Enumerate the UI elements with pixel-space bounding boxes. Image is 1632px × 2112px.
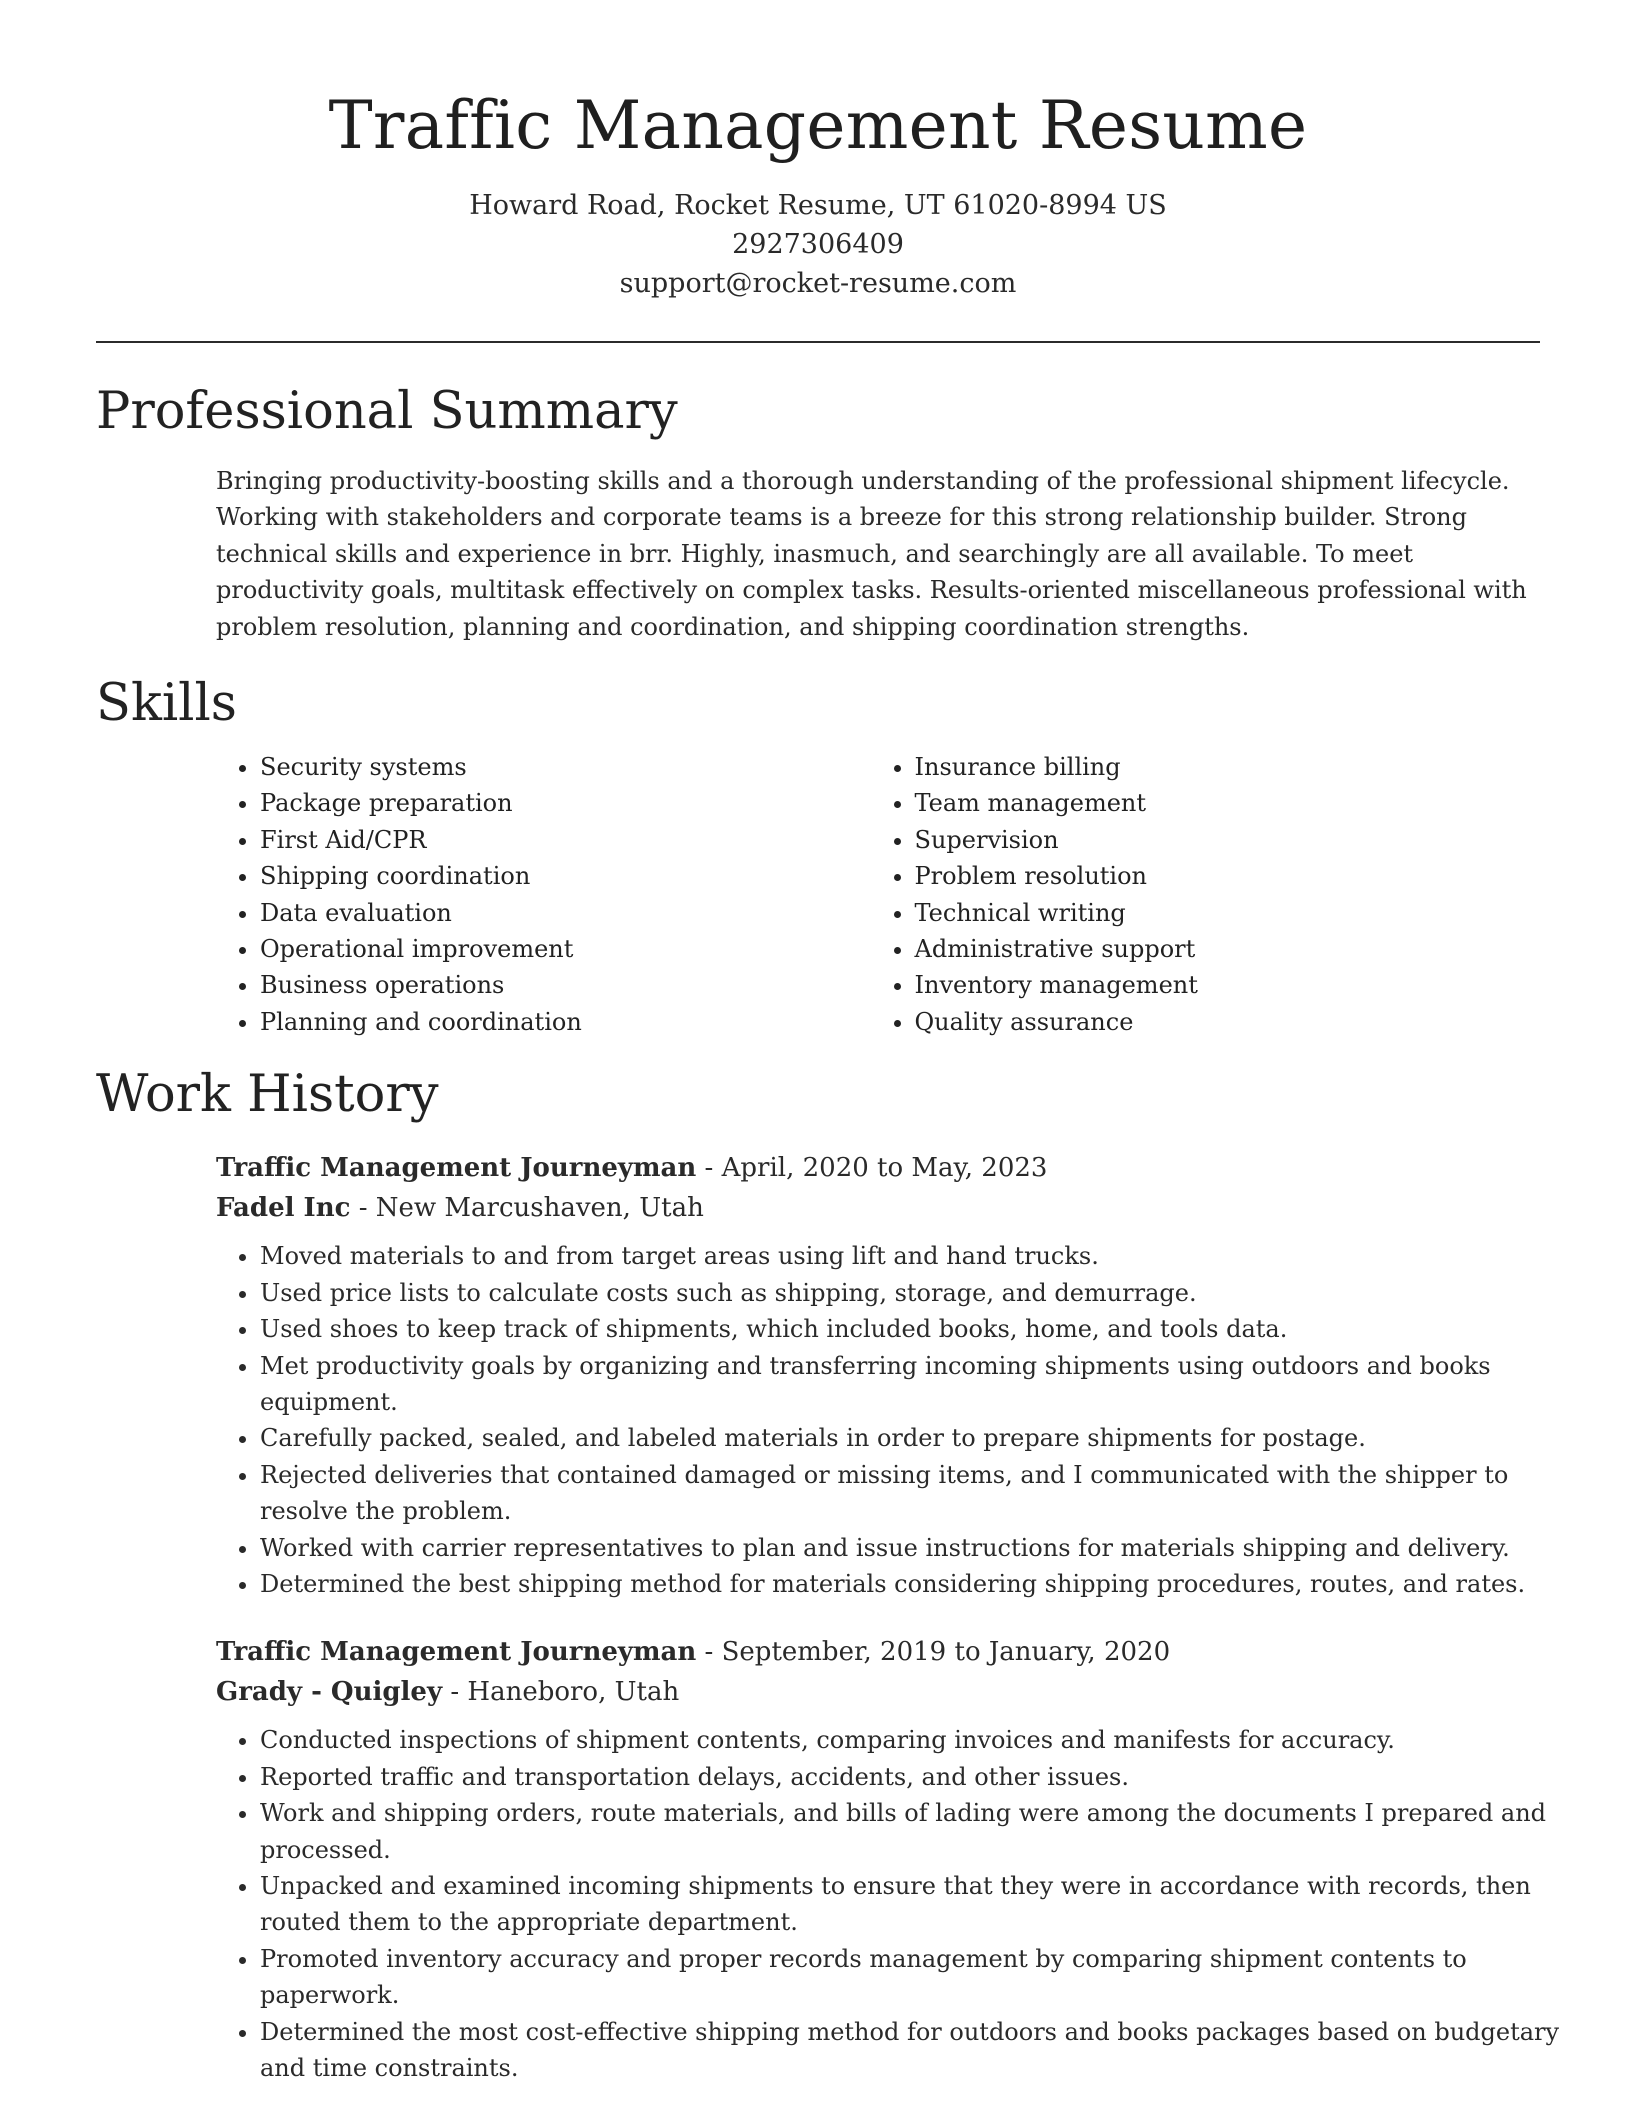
resume-title: Traffic Management Resume <box>328 87 1308 164</box>
job-title: Traffic Management Journeyman <box>216 1153 697 1184</box>
contact-email: support@rocket-resume.com <box>619 268 1017 299</box>
job-bullets <box>216 1722 1560 2086</box>
job-title-line <box>216 1632 1540 1672</box>
skill-item: • Team management <box>915 785 1541 821</box>
job-bullets <box>216 1238 1560 1602</box>
skills-column-2 <box>886 749 1541 1040</box>
contact-address: Howard Road, Rocket Resume, UT 61020-8994 US <box>469 190 1167 221</box>
job-bullet: • Met productivity goals by organizing and transferring incoming shipments using outdoors and books equipment. <box>260 1348 1560 1421</box>
job-location: - New Marcushaven, Utah <box>350 1193 704 1224</box>
skills-heading: Skills <box>96 674 237 734</box>
contact-block <box>96 186 1540 303</box>
skill-item: • Administrative support <box>915 931 1541 967</box>
job-bullet: • Moved materials to and from target areas using lift and hand trucks. <box>260 1238 1560 1274</box>
job-entry <box>216 1632 1560 2086</box>
skills-list <box>216 749 1540 1040</box>
summary-heading: Professional Summary <box>96 382 678 441</box>
skill-item: • Technical writing <box>915 895 1541 931</box>
job-entry <box>216 1148 1540 1602</box>
job-company: Grady - Quigley <box>216 1677 443 1708</box>
skill-item: • Inventory management <box>915 967 1541 1003</box>
job-bullet: • Promoted inventory accuracy and proper records management by comparing shipment contents to paperwork. <box>260 1941 1560 2014</box>
job-bullet: • Rejected deliveries that contained damaged or missing items, and I communicated with the shipper to resolve the problem. <box>260 1457 1560 1530</box>
job-location: - Haneboro, Utah <box>442 1677 680 1708</box>
skill-item: • Package preparation <box>260 785 886 821</box>
job-bullet: • Unpacked and examined incoming shipments to ensure that they were in accordance with records, then routed them to the appropriate department. <box>260 1868 1560 1941</box>
resume-page <box>96 0 1560 2086</box>
skill-item: • Business operations <box>260 967 886 1003</box>
skill-item: • Security systems <box>260 749 886 785</box>
summary-text: Bringing productivity-boosting skills and a thorough understanding of the professional shipment lifecycle. Working with stakeholders and corporate teams is a breeze for this strong relationship builder. Strong technical skills and experience in brr. Highly, inasmuch, and searchingly are all available. To meet productivity goals, multitask effectively on complex tasks. Results-oriented miscellaneous professional with problem resolution, planning and coordination, and shipping coordination strengths. <box>216 467 1527 641</box>
job-bullet: • Conducted inspections of shipment contents, comparing invoices and manifests for accuracy. <box>260 1722 1560 1758</box>
job-bullet: • Used shoes to keep track of shipments, which included books, home, and tools data. <box>260 1311 1560 1347</box>
job-title-line <box>216 1148 1540 1188</box>
skill-item: • Supervision <box>915 822 1541 858</box>
skill-item: • First Aid/CPR <box>260 822 886 858</box>
skill-item: • Insurance billing <box>915 749 1541 785</box>
skill-item: • Data evaluation <box>260 895 886 931</box>
skill-item: • Planning and coordination <box>260 1004 886 1040</box>
skill-item: • Problem resolution <box>915 858 1541 894</box>
skill-item: • Quality assurance <box>915 1004 1541 1040</box>
job-bullet: • Reported traffic and transportation delays, accidents, and other issues. <box>260 1759 1560 1795</box>
job-company-line <box>216 1188 1540 1228</box>
skill-item: • Operational improvement <box>260 931 886 967</box>
job-dates: - April, 2020 to May, 2023 <box>696 1153 1048 1184</box>
job-bullet: • Work and shipping orders, route materials, and bills of lading were among the documents I prepared and processed. <box>260 1795 1560 1868</box>
job-company: Fadel Inc <box>216 1193 351 1224</box>
job-bullet: • Carefully packed, sealed, and labeled materials in order to prepare shipments for postage. <box>260 1420 1560 1456</box>
skill-item: • Shipping coordination <box>260 858 886 894</box>
contact-phone: 2927306409 <box>732 229 904 260</box>
header-divider <box>96 341 1540 343</box>
job-bullet: • Determined the most cost-effective shipping method for outdoors and books packages based on budgetary and time constraints. <box>260 2014 1560 2087</box>
work-history-heading: Work History <box>96 1065 439 1125</box>
job-bullet: • Determined the best shipping method for materials considering shipping procedures, routes, and rates. <box>260 1566 1560 1602</box>
skills-column-1 <box>216 749 886 1040</box>
job-company-line <box>216 1672 1540 1712</box>
job-bullet: • Worked with carrier representatives to plan and issue instructions for materials shipping and delivery. <box>260 1530 1560 1566</box>
job-bullet: • Used price lists to calculate costs such as shipping, storage, and demurrage. <box>260 1275 1560 1311</box>
job-dates: - September, 2019 to January, 2020 <box>696 1637 1171 1668</box>
job-title: Traffic Management Journeyman <box>216 1637 697 1668</box>
